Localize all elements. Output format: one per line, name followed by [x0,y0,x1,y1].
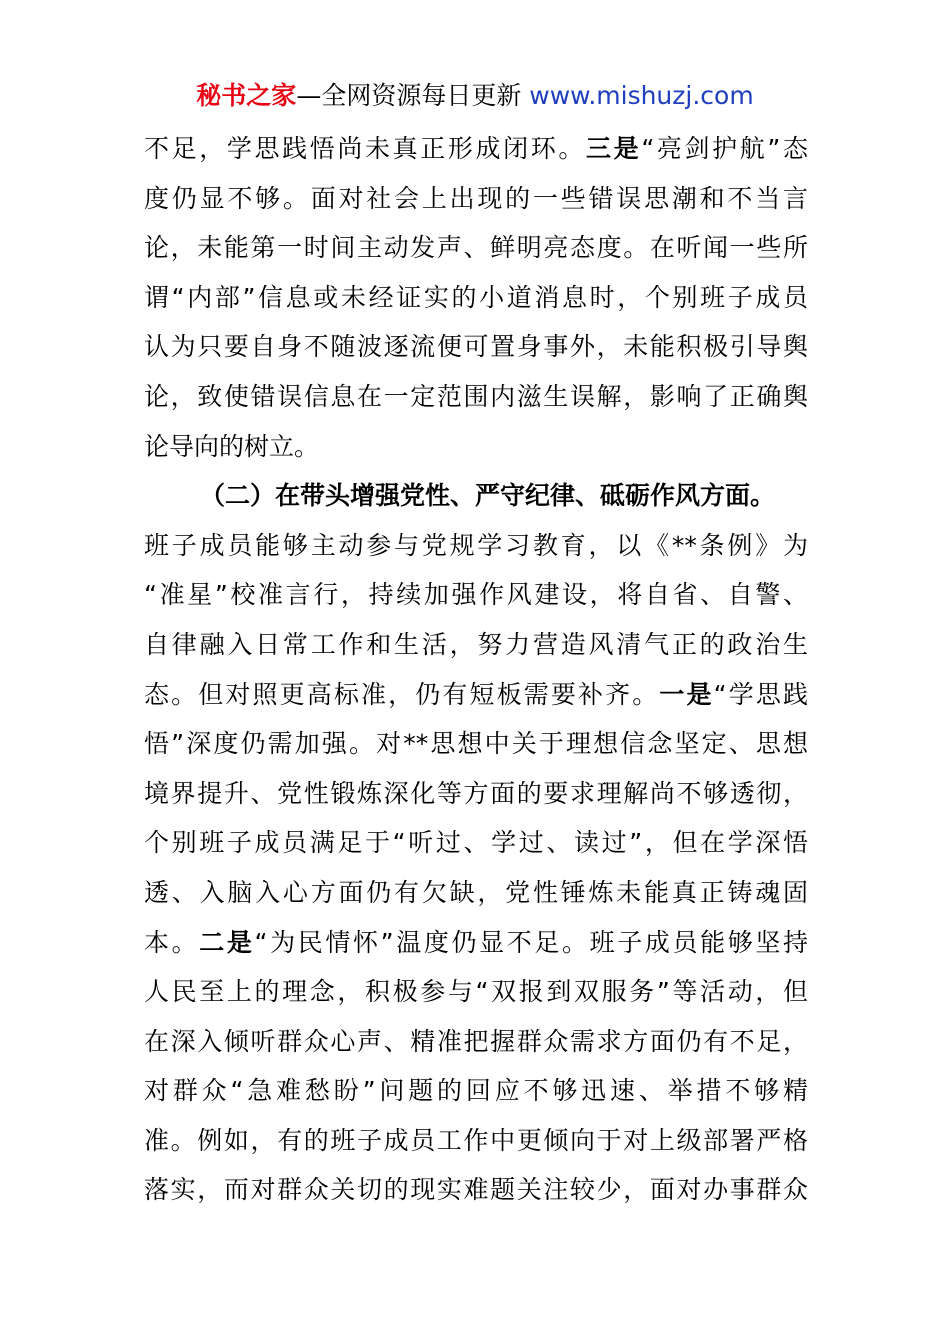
text-line [144,124,808,174]
text-run: 准。例如，有的班子成员工作中更倾向于对上级部署严格 [144,1125,808,1155]
text-line [144,422,808,472]
bold-text-run: 三是 [586,134,642,163]
text-run: 论，未能第一时间主动发声、鲜明亮态度。在听闻一些所 [144,233,808,263]
text-line [144,570,808,620]
text-run: 在深入倾听群众心声、精准把握群众需求方面仍有不足， [144,1026,808,1056]
text-line [144,223,808,273]
text-run: 本。 [144,927,200,957]
text-run: 论导向的树立。 [144,431,320,461]
text-run: 透、入脑入心方面仍有欠缺，党性锤炼未能真正铸魂固 [144,877,808,907]
bold-text-run: 一是 [659,679,714,709]
text-run: 个别班子成员满足于“听过、学过、读过”，但在学深悟 [144,828,808,858]
text-run: 班子成员能够主动参与党规学习教育，以《**条例》为 [144,530,808,560]
text-line [144,868,808,918]
text-line [144,372,808,422]
header-site: www.mishuzj.com [521,81,754,110]
text-line [144,620,808,670]
text-line [144,670,808,720]
text-line [144,719,808,769]
text-run: 不足，学思践悟尚未真正形成闭环。 [144,134,587,163]
text-line [144,918,808,968]
watermark-header [0,78,950,114]
text-run: “准星”校准言行，持续加强作风建设，将自省、自警、 [144,580,808,610]
text-run: 人民至上的理念，积极参与“双报到双服务”等活动，但 [144,977,808,1007]
text-run: 悟”深度仍需加强。对**思想中关于理想信念坚定、思想 [144,729,808,759]
text-run: 论，致使错误信息在一定范围内滋生误解，影响了正确舆 [144,381,808,411]
bold-text-run: 二是 [199,927,255,957]
text-run: 境界提升、党性锻炼深化等方面的要求理解尚不够透彻， [144,778,808,808]
text-line [144,273,808,323]
text-line [144,1116,808,1166]
text-line [144,967,808,1017]
text-run: “为民情怀”温度仍显不足。班子成员能够坚持 [254,927,808,957]
text-run: 度仍显不够。面对社会上出现的一些错误思潮和不当言 [144,183,808,213]
text-run: “学思践 [713,679,808,709]
text-run: 自律融入日常工作和生活，努力营造风清气正的政治生 [144,629,808,659]
text-line [144,521,808,571]
text-run: 落实，而对群众关切的现实难题关注较少，面对办事群众 [144,1175,808,1205]
text-line [144,1017,808,1067]
text-line [144,1066,808,1116]
text-run: 态。但对照更高标准，仍有短板需要补齐。 [144,679,660,709]
text-line [144,322,808,372]
text-line [144,769,808,819]
header-tagline: —全网资源每日更新 [296,81,522,110]
document-body [144,124,808,1215]
header-brand: 秘书之家 [196,81,297,110]
text-line [144,174,808,224]
text-run: 谓“内部”信息或未经证实的小道消息时，个别班子成员 [144,282,808,312]
bold-text-run: （二）在带头增强党性、严守纪律、砥砺作风方面。 [200,481,776,511]
text-line [144,471,808,521]
text-line [144,818,808,868]
text-line [144,1165,808,1215]
text-run: “亮剑护航”态 [641,134,808,163]
text-run: 认为只要自身不随波逐流便可置身事外，未能积极引导舆 [144,332,808,362]
text-run: 对群众“急难愁盼”问题的回应不够迅速、举措不够精 [144,1076,808,1106]
